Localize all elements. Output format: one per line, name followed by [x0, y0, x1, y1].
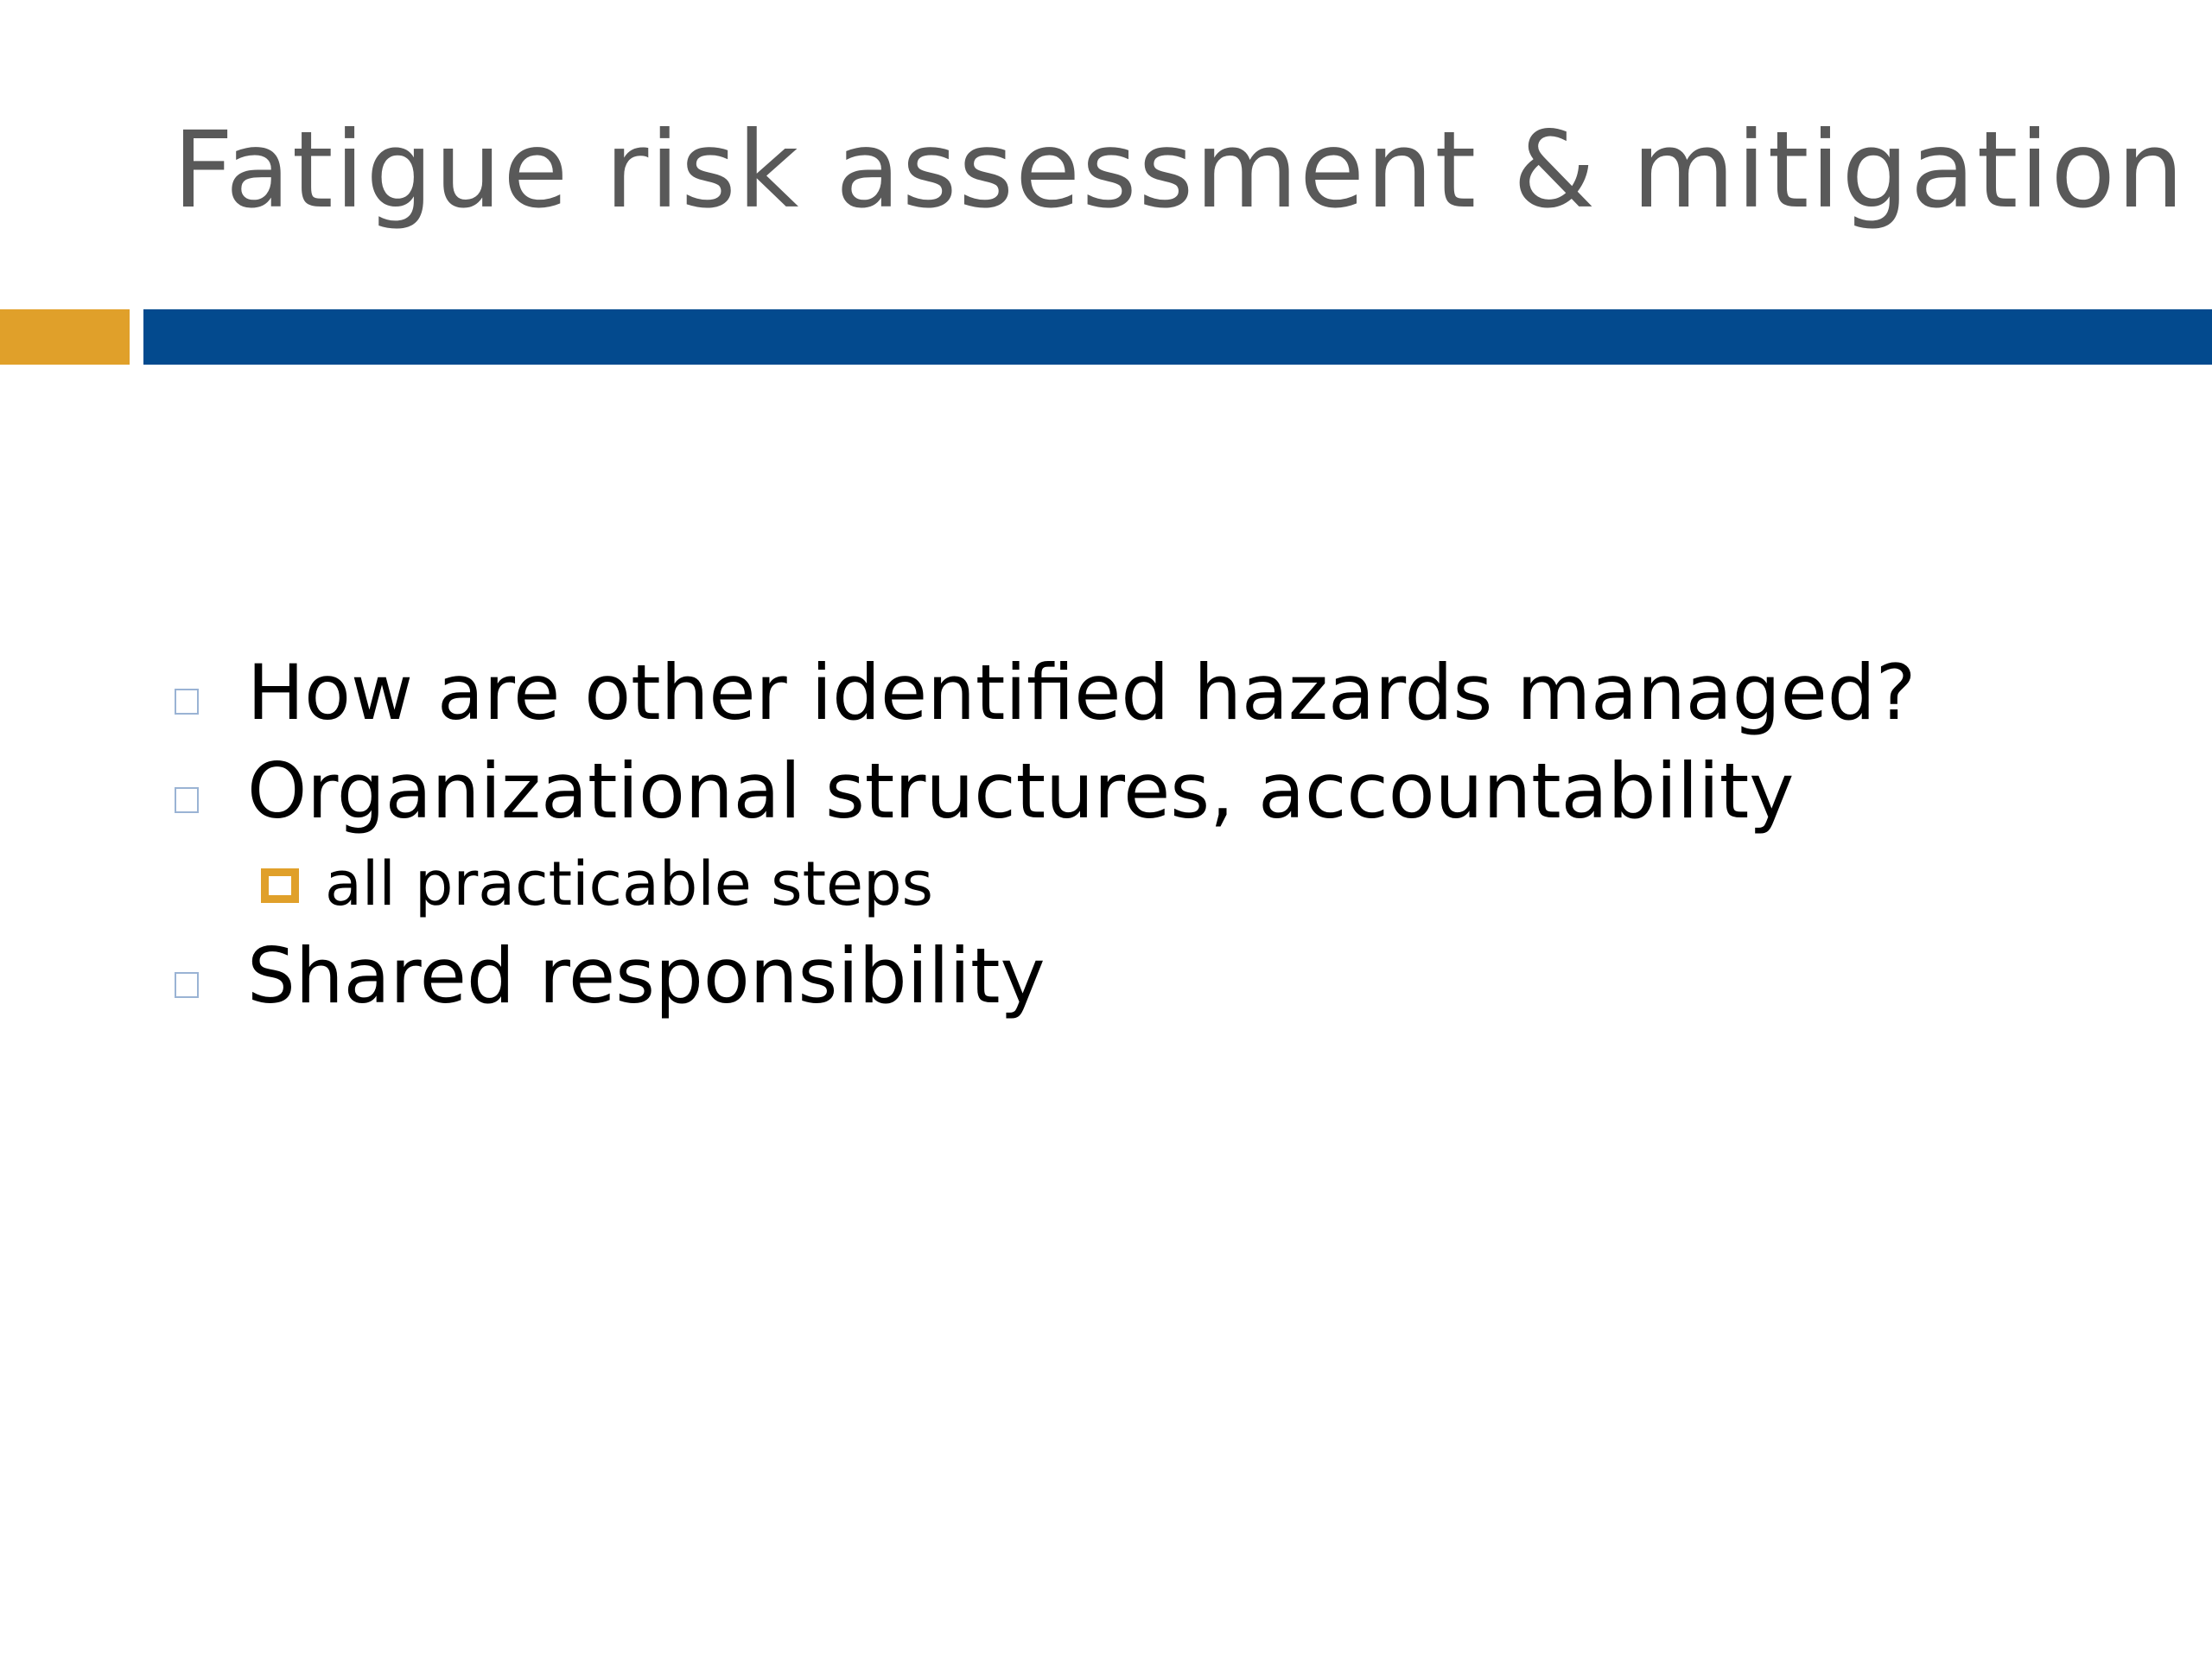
- hollow-square-icon: [175, 972, 199, 998]
- bullet-item: [0, 644, 2212, 742]
- bullet-text: Shared responsibility: [247, 931, 1046, 1020]
- sub-bullet-item: [0, 841, 2212, 927]
- accent-bar: [0, 309, 130, 365]
- orange-square-icon: [261, 868, 299, 903]
- slide-title: Fatigue risk assessment & mitigation: [173, 109, 2186, 232]
- title-divider-bar: [143, 309, 2212, 365]
- bullet-text: Organizational structures, accountability: [247, 747, 1795, 836]
- bullet-item: [0, 742, 2212, 841]
- bullet-list: [0, 644, 2212, 1026]
- hollow-square-icon: [175, 787, 199, 813]
- sub-bullet-text: all practicable steps: [325, 849, 933, 919]
- bullet-item: [0, 927, 2212, 1026]
- bullet-text: How are other identified hazards managed?: [247, 648, 1916, 737]
- hollow-square-icon: [175, 689, 199, 715]
